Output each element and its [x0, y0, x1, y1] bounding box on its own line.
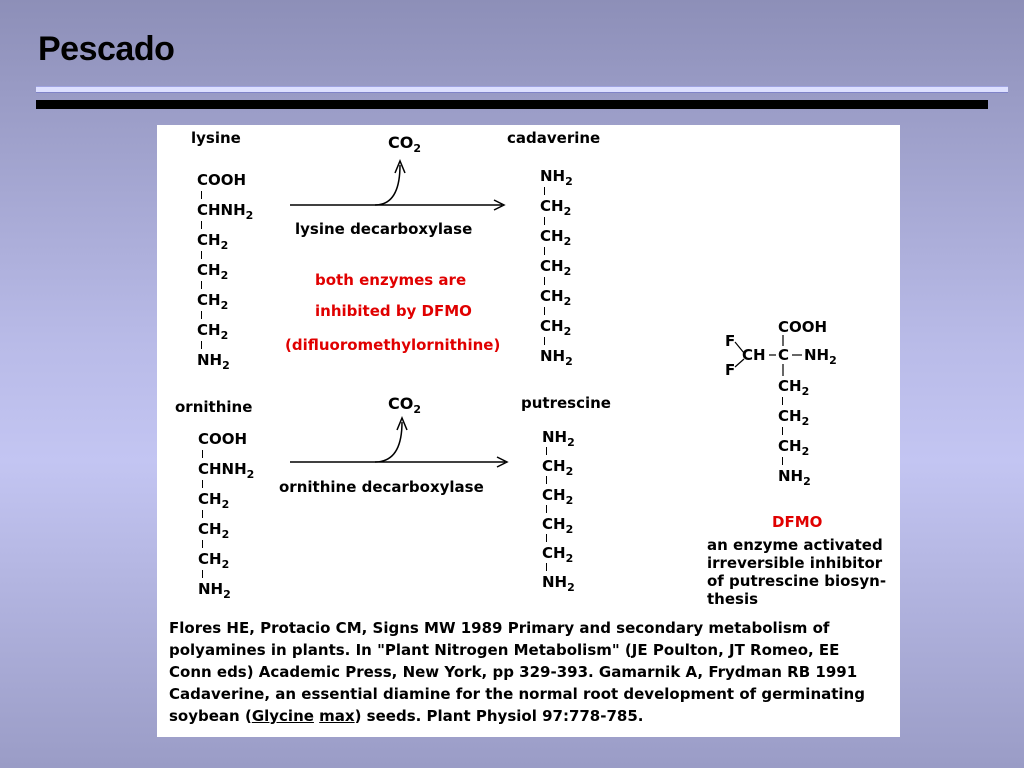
reference-species: max: [319, 707, 355, 725]
title-rule-dark: [36, 100, 988, 109]
inhibition-note-line3: (difluoromethylornithine): [285, 336, 501, 354]
dfmo-c: C: [778, 346, 790, 364]
cadaverine-group: $CH_2$: [540, 227, 572, 248]
cadaverine-label: cadaverine: [507, 129, 601, 147]
ornithine-group: $CH_2$: [198, 520, 230, 541]
lysine-label: lysine: [191, 129, 241, 147]
title-rule-light: [36, 86, 1008, 93]
dfmo-bond-f-bottom: [735, 359, 744, 367]
putrescine-group: $CH_2$: [542, 486, 574, 507]
dfmo-chain-group: $CH_2$: [778, 437, 810, 458]
co2-top-base: CO: [388, 133, 414, 152]
lysine-group: $CH_2$: [197, 291, 229, 312]
ornithine-group: COOH: [198, 430, 248, 448]
ornithine-group: $CH_2$: [198, 490, 230, 511]
reference-line4: Cadaverine, an essential diamine for the normal root development of germinating: [169, 685, 865, 703]
ornithine-group: $CH_2$: [198, 550, 230, 571]
dfmo-chain-group: $NH_2$: [778, 467, 811, 488]
putrescine-group: $CH_2$: [542, 457, 574, 478]
lysine-group: $CHNH_2$: [197, 201, 254, 222]
cadaverine-group: $NH_2$: [540, 347, 573, 368]
diagram-panel: [157, 125, 900, 737]
dfmo-f-top: F: [725, 332, 736, 350]
dfmo-chain-group: $CH_2$: [778, 407, 810, 428]
cadaverine-group: $NH_2$: [540, 167, 573, 188]
lysine-group: $CH_2$: [197, 231, 229, 252]
dfmo-caption-2: irreversible inhibitor: [707, 554, 883, 572]
putrescine-group: $NH_2$: [542, 573, 575, 594]
cadaverine-group: $CH_2$: [540, 317, 572, 338]
dfmo-ch: CH: [742, 346, 766, 364]
ornithine-group: $CHNH_2$: [198, 460, 255, 481]
dfmo-caption-3: of putrescine biosyn-: [707, 572, 887, 590]
slide-title: Pescado: [38, 30, 175, 68]
ornithine-group: $NH_2$: [198, 580, 231, 601]
putrescine-group: $NH_2$: [542, 428, 575, 449]
dfmo-label: DFMO: [772, 513, 823, 531]
dfmo-caption-4: thesis: [707, 590, 759, 608]
dfmo-cooh: COOH: [778, 318, 828, 336]
lysine-group: $CH_2$: [197, 321, 229, 342]
dfmo-nh-side-sub: 2: [829, 354, 837, 367]
co2-bottom-sub: 2: [413, 403, 421, 416]
dfmo-bond-f-top: [735, 342, 744, 353]
reference-line5: [169, 705, 643, 727]
inhibition-note-line1: both enzymes are: [315, 271, 467, 289]
cadaverine-group: $CH_2$: [540, 257, 572, 278]
inhibition-note-line2: inhibited by DFMO: [315, 302, 472, 320]
putrescine-label: putrescine: [521, 394, 611, 412]
cadaverine-group: $CH_2$: [540, 197, 572, 218]
enzyme-bottom-label: ornithine decarboxylase: [279, 478, 484, 496]
reference-line2: polyamines in plants. In "Plant Nitrogen Metabolism" (JE Poulton, JT Romeo, EE: [169, 641, 840, 659]
enzyme-top-label: lysine decarboxylase: [295, 220, 473, 238]
reference-line3: Conn eds) Academic Press, New York, pp 329-393. Gamarnik A, Frydman RB 1991: [169, 663, 858, 681]
putrescine-group: $CH_2$: [542, 544, 574, 565]
dfmo-chain-group: $CH_2$: [778, 377, 810, 398]
reference-line1: Flores HE, Protacio CM, Signs MW 1989 Primary and secondary metabolism of: [169, 619, 830, 637]
reference-line5-pre: soybean (: [169, 707, 252, 725]
dfmo-caption-1: an enzyme activated: [707, 536, 883, 554]
ornithine-label: ornithine: [175, 398, 253, 416]
co2-top-sub: 2: [413, 142, 421, 155]
lysine-group: COOH: [197, 171, 247, 189]
co2-bottom-base: CO: [388, 394, 414, 413]
putrescine-group: $CH_2$: [542, 515, 574, 536]
reference-genus: Glycine: [251, 707, 314, 725]
reference-line5-post: ) seeds. Plant Physiol 97:778-785.: [354, 707, 644, 725]
dfmo-nh-side-base: NH: [804, 346, 830, 364]
cadaverine-group: $CH_2$: [540, 287, 572, 308]
lysine-group: $NH_2$: [197, 351, 230, 372]
dfmo-f-bottom: F: [725, 361, 736, 379]
lysine-group: $CH_2$: [197, 261, 229, 282]
